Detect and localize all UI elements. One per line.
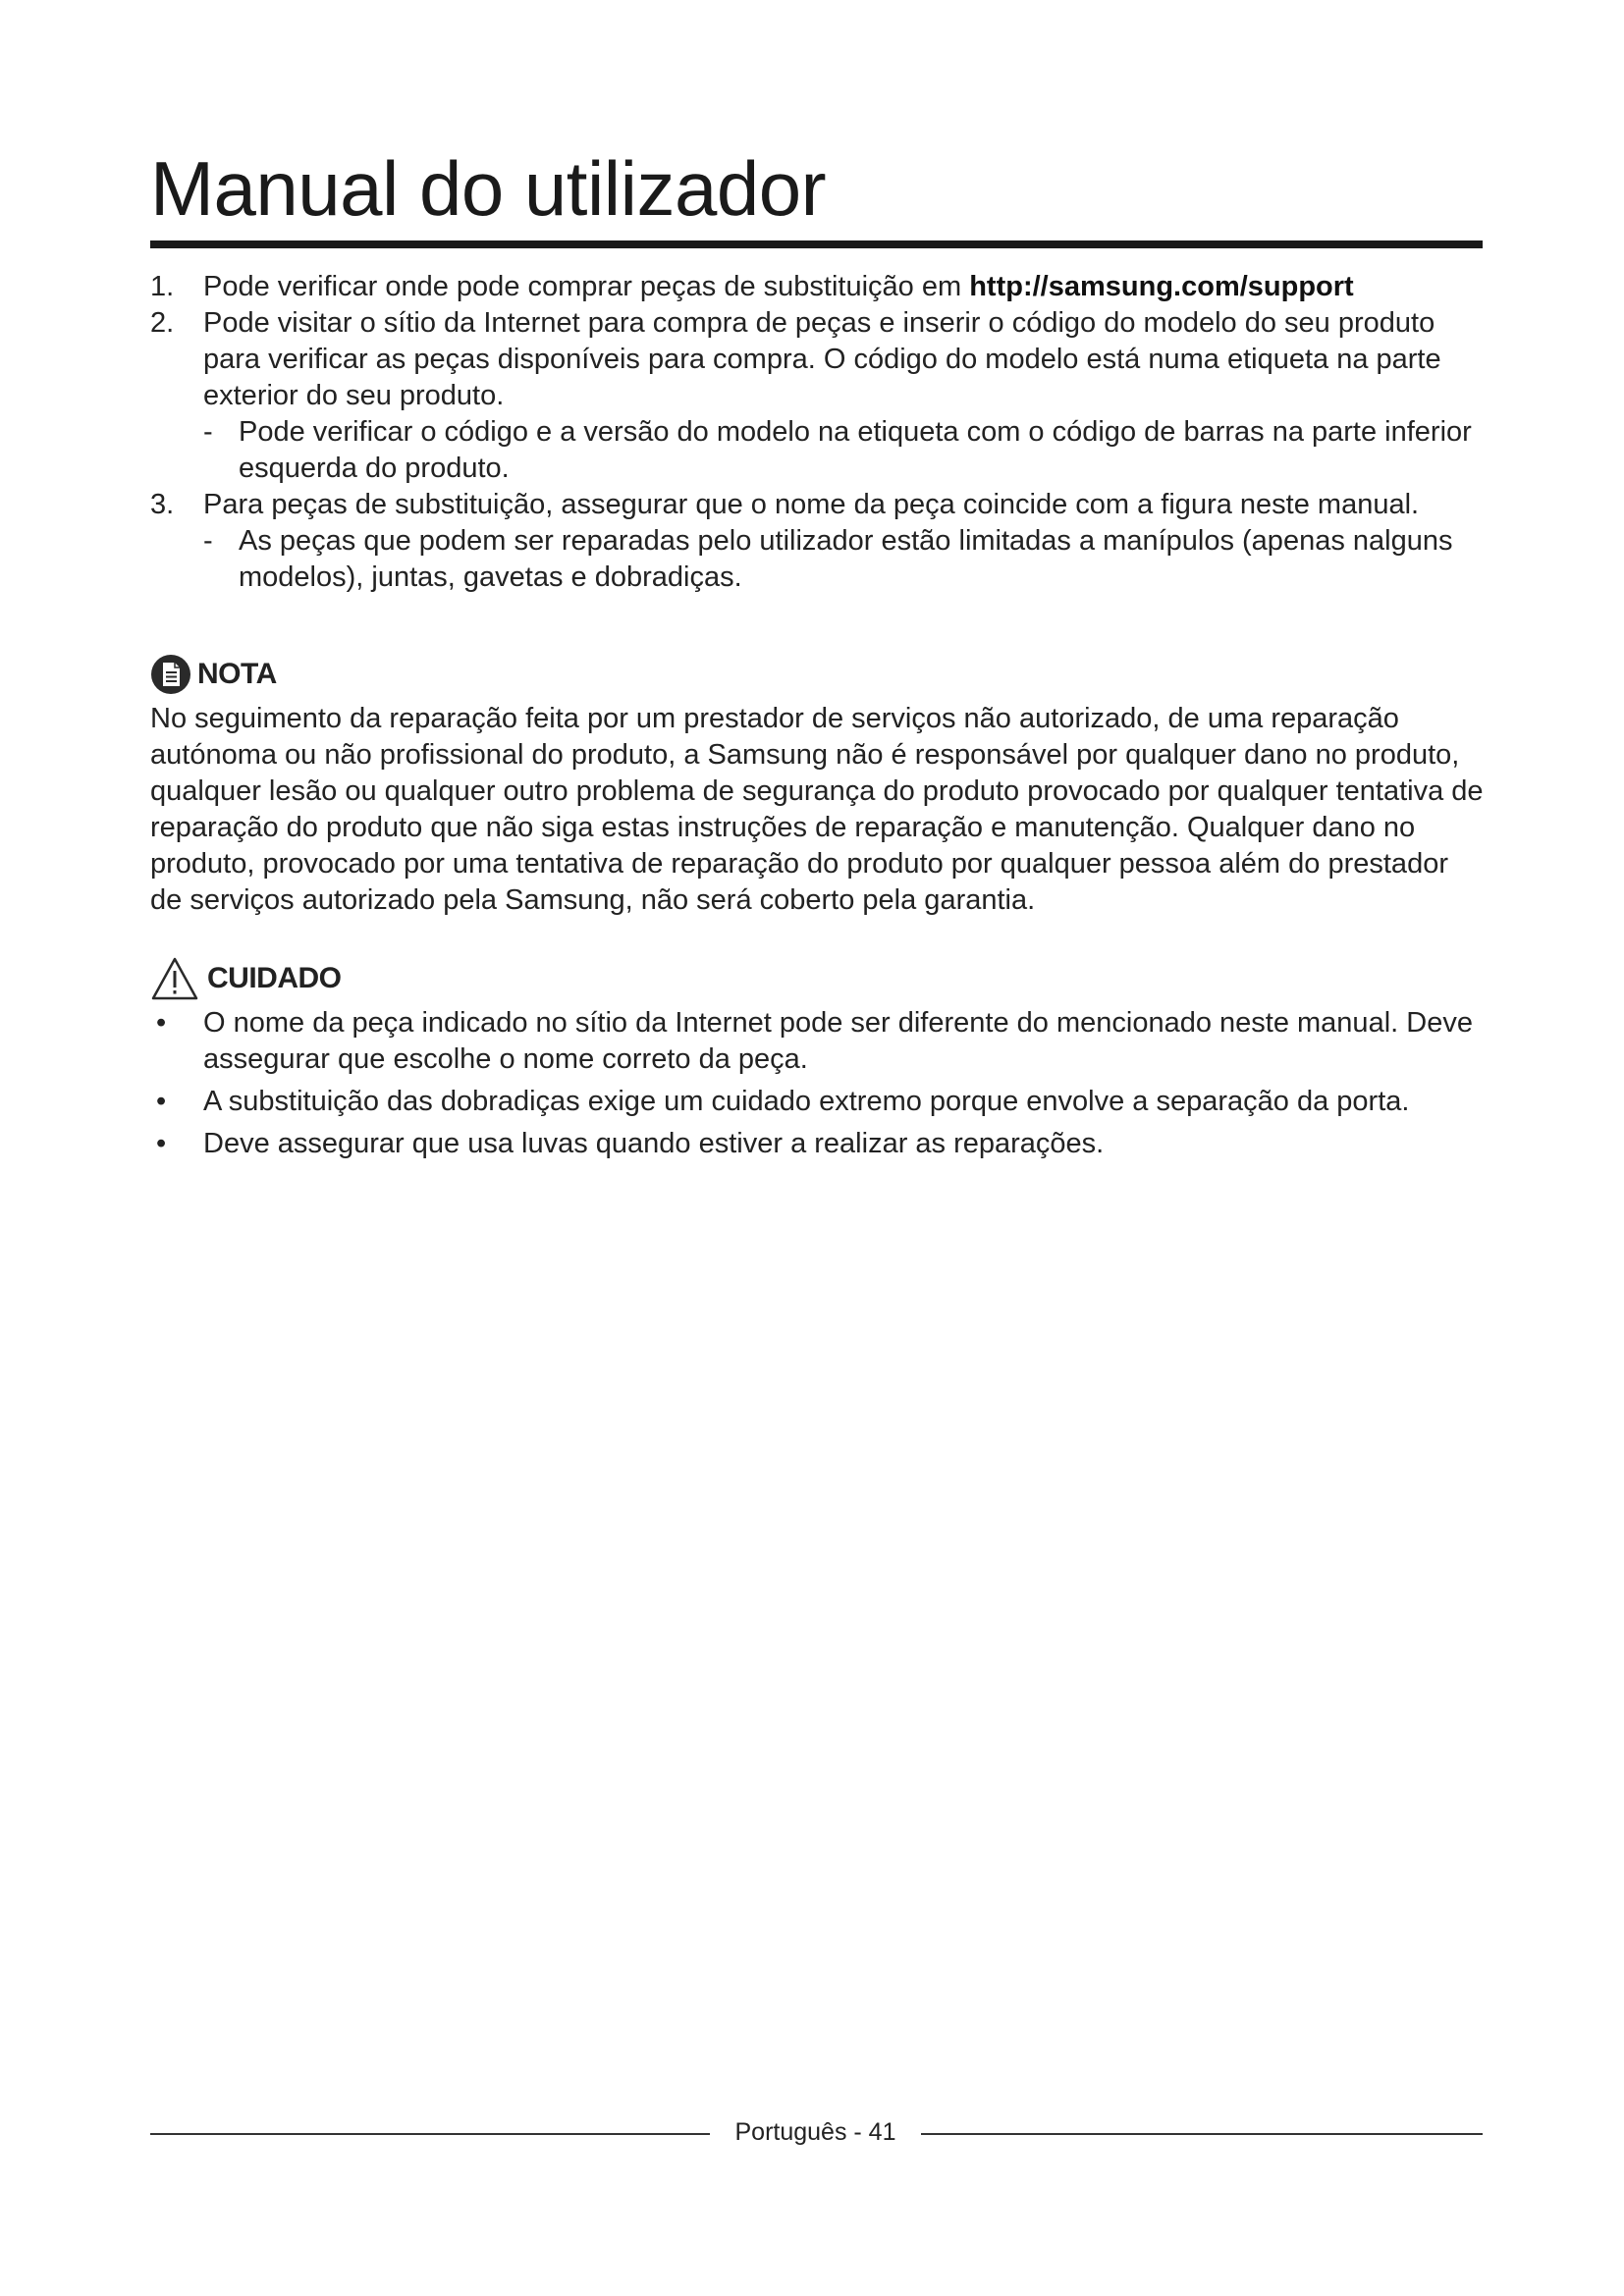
step-item-2 [150, 305, 1486, 487]
caution-text: O nome da peça indicado no sítio da Internet pode ser diferente do mencionado neste manual. Deve assegurar que escolhe o nome correto da peça. [203, 1007, 1473, 1075]
step-number: 1. [150, 271, 175, 302]
step-text: Pode visitar o sítio da Internet para compra de peças e inserir o código do modelo do seu produto para verificar as peças disponíveis para compra. O código do modelo está numa etiqueta na parte exterior do seu produto. [203, 307, 1441, 411]
page-number: Português - 41 [734, 2118, 896, 2146]
caution-list [150, 1005, 1486, 1168]
caution-item [150, 1084, 1486, 1120]
bullet-marker: • [156, 1086, 167, 1117]
step-number: 3. [150, 489, 175, 520]
bullet-marker: • [156, 1128, 167, 1159]
note-label: NOTA [197, 658, 277, 690]
subnote-text: As peças que podem ser reparadas pelo utilizador estão limitadas a manípulos (apenas nalguns modelos), juntas, gavetas e dobradiças. [239, 525, 1453, 593]
subnote-text: Pode verificar o código e a versão do modelo na etiqueta com o código de barras na parte inferior esquerda do produto. [239, 416, 1472, 484]
caution-item [150, 1126, 1486, 1162]
step-text: Para peças de substituição, assegurar que o nome da peça coincide com a figura neste manual. [203, 489, 1420, 520]
footer-rule-left [150, 2133, 710, 2135]
step-item-3 [150, 487, 1486, 596]
warning-triangle-icon [150, 956, 199, 1001]
title-underline [150, 240, 1483, 248]
step-text: Pode verificar onde pode comprar peças de substituição em [203, 271, 970, 302]
step-item-1 [150, 269, 1486, 305]
caution-label: CUIDADO [207, 962, 342, 994]
caution-text: A substituição das dobradiças exige um cuidado extremo porque envolve a separação da porta. [203, 1086, 1410, 1117]
note-text: No seguimento da reparação feita por um prestador de serviços não autorizado, de uma reparação autónoma ou não profissional do produto, a Samsung não é responsável por qualquer dano no produto, qualquer lesão ou qualquer outro problema de segurança do produto provocado por qualquer tentativa de reparação do produto que não siga estas instruções de reparação e manutenção. Qualquer dano no produto, provocado por uma tentativa de reparação do produto por qualquer pessoa além do prestador de serviços autorizado pela Samsung, não será coberto pela garantia. [150, 703, 1484, 916]
steps-list [150, 269, 1486, 596]
step-subnote [203, 523, 1486, 596]
step-number: 2. [150, 307, 175, 339]
page-footer [150, 2114, 1483, 2150]
caution-text: Deve assegurar que usa luvas quando estiver a realizar as reparações. [203, 1128, 1105, 1159]
footer-rule-right [921, 2133, 1483, 2135]
dash-marker: - [203, 416, 213, 448]
bullet-marker: • [156, 1007, 167, 1039]
caution-heading [150, 956, 342, 1001]
caution-item [150, 1005, 1486, 1078]
dash-marker: - [203, 525, 213, 557]
page-title: Manual do utilizador [150, 145, 827, 232]
support-link[interactable]: http://samsung.com/support [969, 271, 1354, 302]
note-heading [150, 654, 277, 695]
step-subnote [203, 414, 1486, 487]
note-icon [150, 654, 191, 695]
